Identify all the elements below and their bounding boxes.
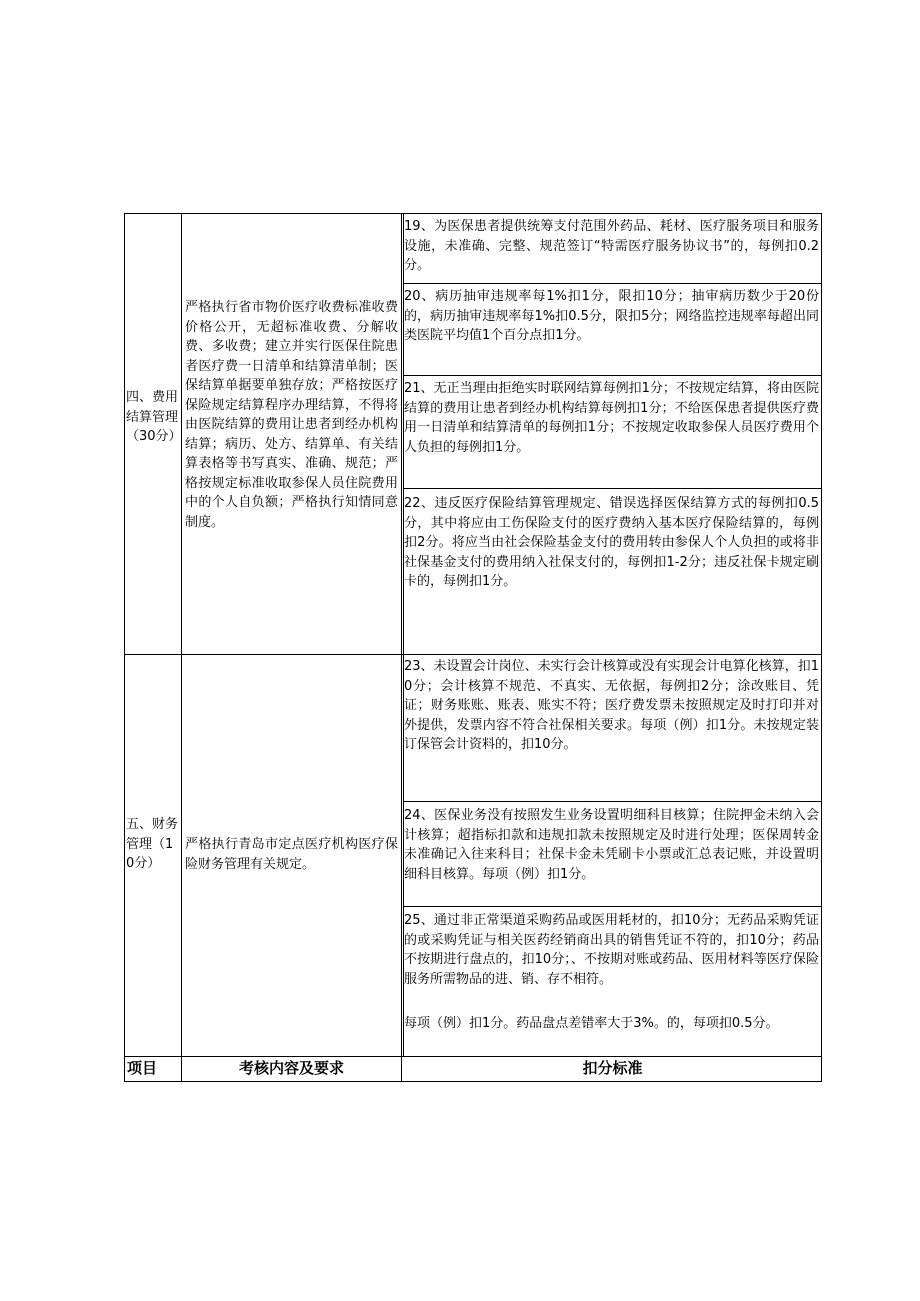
table-column-divider-1 — [181, 213, 182, 1081]
section-4-requirement: 严格执行省市物价医疗收费标准收费价格公开，无超标准收费、分解收费、多收费；建立并实行医保住院患者医疗费一日清单和结算清单制；医保结算单据要单独存放；严格按医疗保险规定结算程序办理结算，不得将由医院结算的费用让患者到经办机构结算；病历、处方、结算单、有关结算表格等书写真实、准确、规范；严格按规定标准收取参保人员住院费用中的个人自负额；严格执行知情同意制度。 — [185, 300, 398, 530]
standard-item-19: 19、为医保患者提供统筹支付范围外药品、耗材、医疗服务项目和服务设施，未准确、完整、规范签订“特需医疗服务协议书”的，每例扣0.2分。 — [404, 219, 819, 273]
table-border-bottom — [124, 1081, 822, 1082]
row-divider-23 — [403, 801, 822, 802]
standard-item-22: 22、违反医疗保险结算管理规定、错误选择医保结算方式的每例扣0.5分，其中将应由工伤保险支付的医疗费纳入基本医疗保险结算的，每例扣2分。将应当由社会保险基金支付的费用转由参保人个人负担的或将非社保基金支付的费用纳入社保支付的，每例扣1-2分；违反社保卡规定刷卡的，每例扣1分。 — [404, 496, 819, 589]
header-content: 考核内容及要求 — [238, 1059, 344, 1077]
section-4-category: 四、费用结算管理（30分） — [126, 390, 182, 444]
section-5-requirement: 严格执行青岛市定点医疗机构医疗保险财务管理有关规定。 — [185, 837, 398, 872]
row-divider-20 — [403, 375, 822, 376]
header-standard: 扣分标准 — [582, 1059, 643, 1077]
section-divider — [124, 654, 822, 655]
table-column-divider-2 — [401, 213, 402, 1081]
standard-item-25-note: 每项（例）扣1分。药品盘点差错率大于3%。的，每项扣0.5分。 — [404, 1016, 779, 1031]
table-border-right — [821, 213, 822, 1081]
row-divider-21 — [403, 488, 822, 489]
standard-item-23: 23、未设置会计岗位、未实行会计核算或没有实现会计电算化核算，扣10分；会计核算不规范、不真实、无依据，每例扣2分；涂改账目、凭证；财务账账、账表、账实不符；医疗费发票未按照规定及时打印并对外提供，发票内容不符合社保相关要求。每项（例）扣1分。未按规定装订保管会计资料的，扣10分。 — [404, 659, 819, 752]
table-border-left — [124, 213, 125, 1081]
standard-item-20: 20、病历抽审违规率每1%扣1分，限扣10分；抽审病历数少于20份的，病历抽审违规率每1%扣0.5分，限扣5分；网络监控违规率每超出同类医院平均值1个百分点扣1分。 — [404, 289, 819, 343]
standard-item-25: 25、通过非正常渠道采购药品或医用耗材的，扣10分；无药品采购凭证的或采购凭证与相关医药经销商出具的销售凭证不符的，扣10分；药品不按期进行盘点的，扣10分；、不按期对账或药品、医用材料等医疗保险服务所需物品的进、销、存不相符。 — [404, 913, 819, 987]
table-border-top — [124, 213, 822, 214]
header-item: 项目 — [127, 1059, 158, 1077]
section-5-category: 五、财务管理（10分） — [126, 817, 179, 871]
standard-item-21: 21、无正当理由拒绝实时联网结算每例扣1分；不按规定结算，将由医院结算的费用让患者到经办机构结算每例扣1分；不给医保患者提供医疗费用一日清单和结算清单的每例扣1分；不按规定收取参保人员医疗费用个人负担的每例扣1分。 — [404, 381, 819, 455]
row-divider-19 — [403, 283, 822, 284]
standard-item-24: 24、医保业务没有按照发生业务设置明细科目核算；住院押金未纳入会计核算；超指标扣款和违规扣款未按照规定及时进行处理；医保周转金未准确记入往来科目；社保卡金未凭刷卡小票或汇总表记账，并设置明细科目核算。每项（例）扣1分。 — [404, 808, 819, 882]
row-divider-24 — [403, 906, 822, 907]
